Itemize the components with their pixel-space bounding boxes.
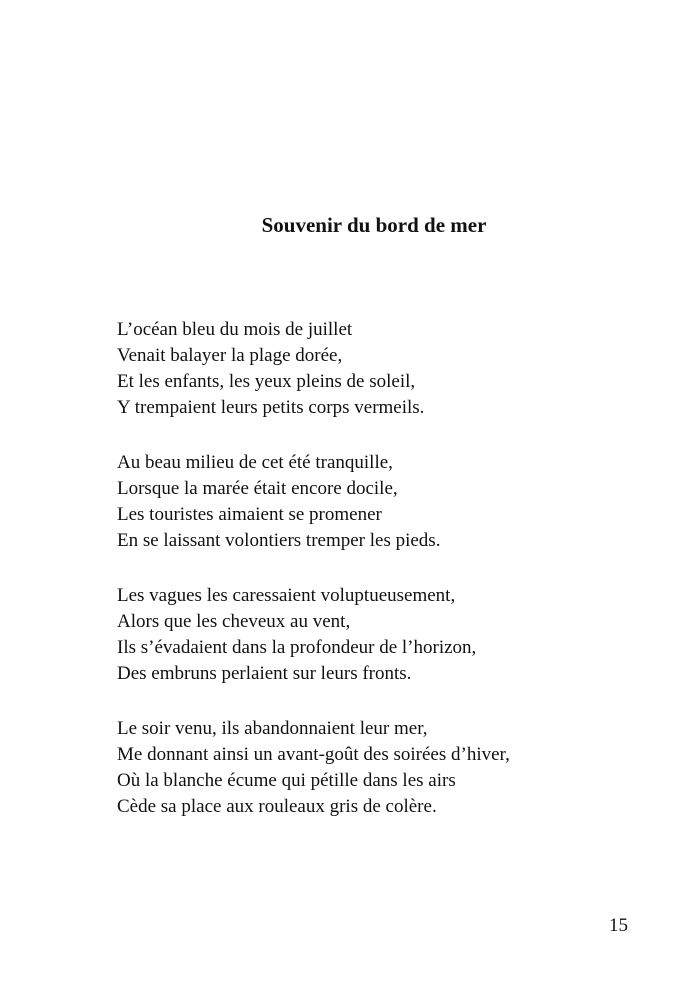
verse-line: L’océan bleu du mois de juillet [117,319,353,340]
verse-line: Le soir venu, ils abandonnaient leur mer, [117,718,428,739]
stanza [117,583,510,687]
poem-title: Souvenir du bord de mer [261,213,487,237]
verse-line: Au beau milieu de cet été tranquille, [117,452,393,473]
verse-line: Venait balayer la plage dorée, [117,345,343,366]
verse-line: En se laissant volontiers tremper les pieds. [117,530,441,551]
verse-line: Y trempaient leurs petits corps vermeils. [117,397,425,418]
verse-line: Les touristes aimaient se promener [117,504,382,525]
verse-line: Lorsque la marée était encore docile, [117,478,398,499]
verse-line: Des embruns perlaient sur leurs fronts. [117,663,412,684]
verse-line: Cède sa place aux rouleaux gris de colère. [117,796,437,817]
verse-line: Et les enfants, les yeux pleins de soleil, [117,371,416,392]
stanza [117,317,510,421]
verse-line: Ils s’évadaient dans la profondeur de l’horizon, [117,637,477,658]
verse-line: Les vagues les caressaient voluptueusement, [117,585,456,606]
page-number: 15 [609,915,628,936]
stanza [117,450,510,554]
verse-line: Me donnant ainsi un avant-goût des soirées d’hiver, [117,744,510,765]
verse-line: Où la blanche écume qui pétille dans les airs [117,770,456,791]
stanza [117,716,510,820]
poem-body [117,317,510,849]
verse-line: Alors que les cheveux au vent, [117,611,351,632]
